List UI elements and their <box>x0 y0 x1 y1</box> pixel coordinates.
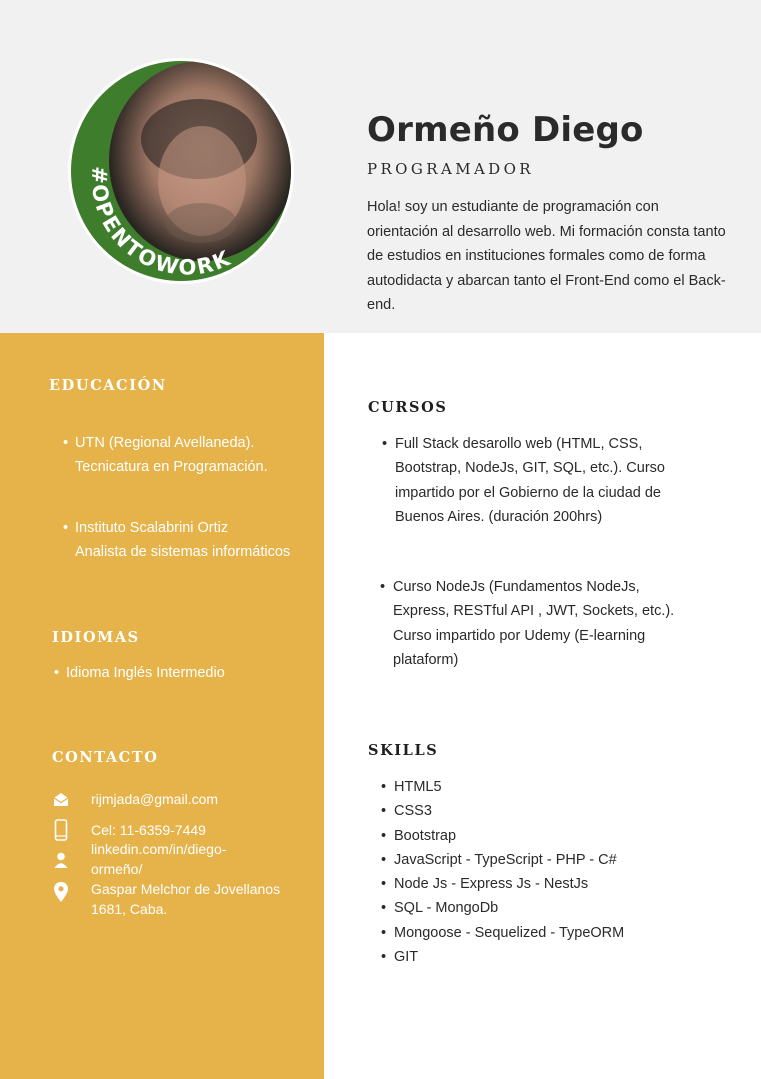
skill-item: • GIT <box>381 949 419 966</box>
envelope-icon <box>52 791 70 809</box>
full-name: Ormeño Diego <box>367 110 644 150</box>
user-icon <box>52 851 70 869</box>
education-item: • Instituto Scalabrini Ortiz Analista de sistemas informáticos <box>63 520 291 560</box>
header <box>0 0 761 333</box>
courses-list <box>380 432 745 672</box>
skill-item: • Mongoose - Sequelized - TypeORM <box>381 924 625 941</box>
course-item: • Full Stack desarollo web (HTML, CSS, Bootstrap, NodeJs, GIT, SQL, etc.). Curso impartido por el Gobierno de la ciudad de Buenos Aires. (duración 200hrs) <box>382 436 665 525</box>
skill-item: • Bootstrap <box>381 827 457 844</box>
opentowork-badge <box>71 61 294 284</box>
education-title: EDUCACIÓN <box>49 377 167 394</box>
languages-list <box>54 661 306 685</box>
education-item: • UTN (Regional Avellaneda). Tecnicatura en Programación. <box>63 435 268 475</box>
phone-icon <box>52 819 70 841</box>
profile-summary: Hola! soy un estudiante de programación con orientación al desarrollo web. Mi formación consta tanto de estudios en instituciones formales como de forma autodidacta y abarcan tanto el Front-End como el Back-end. <box>367 199 726 313</box>
languages-title: IDIOMAS <box>52 629 140 646</box>
location-pin-icon <box>52 881 70 903</box>
skill-item: • HTML5 <box>381 779 442 795</box>
left-sidebar: EDUCACIÓN • UTN (Regional Avellaneda). Tecnicatura en Programación. • Instituto Scalabrini Ortiz Analista de sistemas informáticos IDIOMAS • Idioma Inglés Intermedio CONTACTO rijmjada@gmail.com Cel: 11-6359-7449 linkedin.com/in/diego- ormeño/ Gaspar Melchor de Jovellanos 1681, Caba. <box>0 333 324 1079</box>
contact-title: CONTACTO <box>52 749 159 766</box>
skills-list <box>381 775 744 969</box>
courses-title: CURSOS <box>368 399 448 416</box>
skills-title: SKILLS <box>368 742 439 759</box>
education-list <box>63 431 315 564</box>
course-item: • Curso NodeJs (Fundamentos NodeJs, Express, RESTful API , JWT, Sockets, etc.). Curso impartido por Udemy (E-learning plataform) <box>380 579 675 669</box>
language-item: • Idioma Inglés Intermedio <box>54 665 225 681</box>
svg-text:#OPENTOWORK: #OPENTOWORK <box>86 165 236 280</box>
skill-item: • JavaScript - TypeScript - PHP - C# <box>381 851 617 868</box>
job-title: PROGRAMADOR <box>367 160 535 178</box>
skill-item: • Node Js - Express Js - NestJs <box>381 876 589 893</box>
profile-photo <box>68 58 294 284</box>
skill-item: • CSS3 <box>381 803 432 820</box>
skill-item: • SQL - MongoDb <box>381 900 499 917</box>
